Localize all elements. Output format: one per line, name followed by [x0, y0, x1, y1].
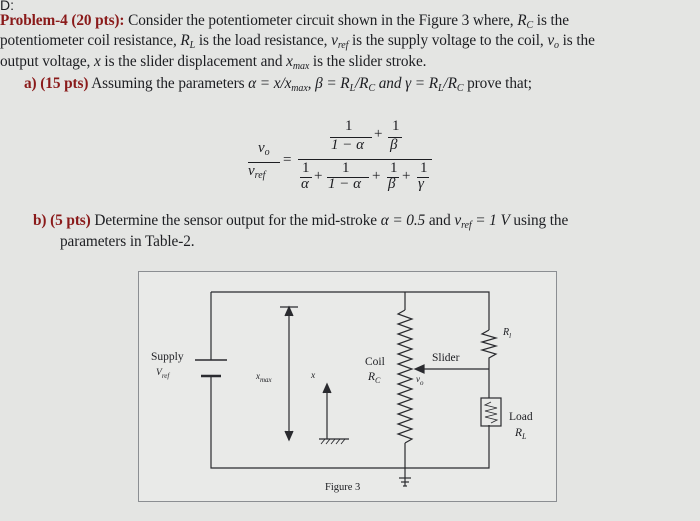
- reference-hatch: [321, 439, 345, 444]
- formula-num-one-a: 1: [345, 118, 353, 134]
- symbol-rc: R: [517, 12, 527, 29]
- part-a-beta-rest: /R: [355, 75, 369, 92]
- part-a-gamma-rest: /R: [443, 75, 457, 92]
- symbol-vo-sub: o: [554, 40, 559, 51]
- problem-heading: Problem-4 (20 pts):: [0, 12, 125, 29]
- slider-arrow: [415, 365, 424, 373]
- problem-line-2: [0, 32, 595, 50]
- problem-text: output voltage,: [0, 53, 94, 70]
- formula-den-one-minus-alpha: 1 − α: [328, 176, 361, 192]
- part-a-line: [24, 75, 532, 93]
- formula-num-den-a: 1 − α: [331, 137, 364, 153]
- x-label: x: [311, 371, 316, 381]
- part-a-label: a): [24, 75, 37, 92]
- rl-resistor: [482, 330, 496, 369]
- part-a-gamma-sub: L: [437, 83, 444, 94]
- formula-den-alpha: α: [301, 176, 309, 192]
- slider-label: Slider: [432, 352, 460, 364]
- circuit-diagram: [139, 272, 556, 501]
- symbol-rc-sub: C: [526, 20, 534, 31]
- load-label: Load: [509, 411, 533, 423]
- part-a-gamma-sub2: C: [456, 83, 464, 94]
- problem-line-3: [0, 53, 426, 71]
- vo-label: $v_o$: [416, 374, 424, 387]
- coil-label: Coil: [365, 356, 385, 368]
- part-a-points: (15 pts): [40, 75, 89, 92]
- part-a-tail: prove that;: [463, 75, 532, 92]
- load-resistor: [485, 402, 497, 423]
- problem-text: is the slider displacement and: [100, 53, 287, 70]
- formula-den-one-2: 1: [342, 160, 350, 176]
- x-arrow-head: [323, 384, 331, 393]
- problem-line-1: [0, 12, 569, 30]
- formula-den-beta: β: [388, 176, 396, 192]
- formula-lhs-num: $v_o$: [258, 140, 270, 158]
- crop-fragment: D:: [0, 0, 14, 13]
- part-b-line-2: parameters in Table-2.: [60, 233, 195, 250]
- symbol-xmax-sub: max: [292, 61, 310, 72]
- formula-den-plus-2: +: [372, 168, 381, 184]
- xmax-arrow-head-down: [285, 431, 293, 440]
- symbol-vo: v: [547, 32, 555, 49]
- formula-den-plus-1: +: [314, 168, 323, 184]
- part-b-vref-sub: ref: [461, 220, 472, 231]
- left-bottom-wire: [211, 376, 489, 468]
- problem-text: Consider the potentiometer circuit shown in the Figure 3 where,: [124, 12, 518, 29]
- part-b-vref: v: [454, 212, 462, 229]
- problem-text: is the: [533, 12, 569, 29]
- top-wire: [211, 292, 489, 330]
- formula-num-one-b: 1: [392, 118, 400, 134]
- formula-num-beta: β: [390, 137, 398, 153]
- part-b-vref-value: = 1 V: [471, 212, 510, 229]
- part-a-beta-sub: L: [349, 83, 356, 94]
- formula-main-bar: [298, 159, 432, 160]
- rc-label: $R_C$: [368, 371, 381, 385]
- part-a-alpha: α = x/x: [248, 75, 292, 92]
- part-b-label: b): [33, 212, 47, 229]
- part-a-beta-sub2: C: [368, 83, 376, 94]
- symbol-vref-sub: ref: [337, 40, 349, 51]
- symbol-rl-sub: L: [189, 40, 196, 51]
- part-b-points: (5 pts): [50, 212, 91, 229]
- problem-text: is the load resistance,: [195, 32, 332, 49]
- part-b-text: Determine the sensor output for the mid-stroke: [90, 212, 381, 229]
- problem-text: potentiometer coil resistance,: [0, 32, 181, 49]
- load-rl-label: $R_L$: [515, 427, 527, 441]
- vref-label: $V_{ref}$: [156, 368, 170, 380]
- problem-text: is the: [558, 32, 595, 49]
- rl-label: $R_l$: [503, 327, 512, 340]
- part-b-line-1: [33, 212, 568, 230]
- xmax-label: $x_{max}$: [256, 371, 272, 384]
- formula-den-one-3: 1: [390, 160, 398, 176]
- symbol-x: x: [94, 53, 101, 70]
- part-a-beta: , β = R: [307, 75, 350, 92]
- formula-den-plus-3: +: [402, 168, 411, 184]
- formula-den-one-1: 1: [302, 160, 310, 176]
- problem-text: is the slider stroke.: [309, 53, 427, 70]
- formula-den-gamma: γ: [418, 176, 424, 192]
- symbol-vref: v: [331, 32, 338, 49]
- formula-den-one-4: 1: [420, 160, 428, 176]
- figure-caption: Figure 3: [325, 482, 361, 493]
- xmax-arrow-head-up: [285, 307, 293, 316]
- part-b-and: and: [425, 212, 455, 229]
- formula-num-plus: +: [374, 126, 383, 142]
- figure-3: [138, 271, 557, 502]
- coil-resistor: [398, 310, 412, 443]
- part-b-alpha: α = 0.5: [380, 212, 426, 229]
- supply-label: Supply: [151, 351, 184, 363]
- symbol-rl: R: [180, 32, 190, 49]
- formula-equals: =: [283, 152, 292, 168]
- problem-text: is the supply voltage to the coil,: [348, 32, 548, 49]
- part-a-gamma: and γ = R: [375, 75, 438, 92]
- part-a-text: Assuming the parameters: [88, 75, 249, 92]
- part-a-alpha-sub: max: [291, 83, 308, 94]
- formula-lhs-den: $v_{ref}$: [248, 163, 266, 181]
- symbol-xmax: x: [286, 53, 293, 70]
- part-b-tail: using the: [509, 212, 569, 229]
